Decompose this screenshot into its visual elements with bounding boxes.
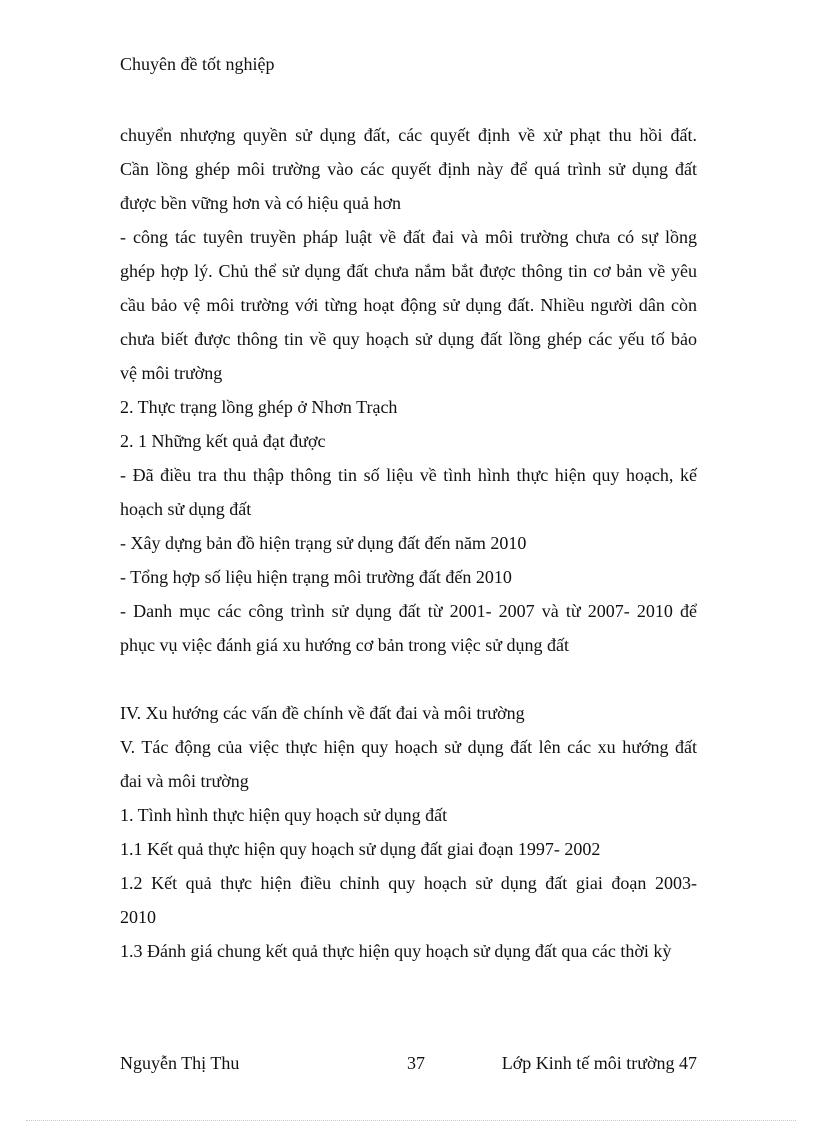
body-line: ghép hợp lý. Chủ thể sử dụng đất chưa nắm bắt được thông tin cơ bản về yêu (120, 261, 697, 281)
body-line: cầu bảo vệ môi trường với từng hoạt động sử dụng đất. Nhiều người dân còn (120, 295, 697, 315)
body-line: được bền vững hơn và có hiệu quả hơn (120, 193, 402, 213)
section-heading: V. Tác động của việc thực hiện quy hoạch sử dụng đất lên các xu hướng đất (120, 737, 697, 757)
body-text (120, 118, 697, 968)
subsection-heading: 1.3 Đánh giá chung kết quả thực hiện quy hoạch sử dụng đất qua các thời kỳ (120, 941, 672, 961)
body-line: - Danh mục các công trình sử dụng đất từ 2001- 2007 và từ 2007- 2010 để (120, 601, 697, 621)
page-bottom-rule (26, 1120, 796, 1121)
section-heading: đai và môi trường (120, 771, 249, 791)
blank-line (120, 662, 697, 696)
body-line: - Xây dựng bản đồ hiện trạng sử dụng đất đến năm 2010 (120, 533, 527, 553)
body-line: Cần lồng ghép môi trường vào các quyết định này để quá trình sử dụng đất (120, 159, 697, 179)
section-heading: 2. Thực trạng lồng ghép ở Nhơn Trạch (120, 397, 398, 417)
subsection-heading: 1.2 Kết quả thực hiện điều chỉnh quy hoạch sử dụng đất giai đoạn 2003- (120, 873, 697, 893)
body-line: chuyển nhượng quyền sử dụng đất, các quyết định về xử phạt thu hồi đất. (120, 125, 697, 145)
body-line: - Tổng hợp số liệu hiện trạng môi trường đất đến 2010 (120, 567, 512, 587)
body-line: phục vụ việc đánh giá xu hướng cơ bản trong việc sử dụng đất (120, 635, 569, 655)
section-heading: IV. Xu hướng các vấn đề chính về đất đai và môi trường (120, 703, 525, 723)
subsection-heading: 1. Tình hình thực hiện quy hoạch sử dụng đất (120, 805, 448, 825)
page-header: Chuyên đề tốt nghiệp (120, 54, 275, 74)
subsection-heading: 2010 (120, 907, 156, 927)
body-line: - công tác tuyên truyền pháp luật về đất đai và môi trường chưa có sự lồng (120, 227, 697, 247)
body-line: - Đã điều tra thu thập thông tin số liệu về tình hình thực hiện quy hoạch, kế (120, 465, 697, 485)
page-number: 37 (407, 1053, 425, 1073)
body-line: hoạch sử dụng đất (120, 499, 252, 519)
body-line: vệ môi trường (120, 363, 223, 383)
footer-class-name: Lớp Kinh tế môi trường 47 (501, 1053, 697, 1073)
page-footer (120, 1050, 697, 1076)
subsection-heading: 1.1 Kết quả thực hiện quy hoạch sử dụng đất giai đoạn 1997- 2002 (120, 839, 601, 859)
footer-author: Nguyễn Thị Thu (120, 1053, 240, 1073)
subsection-heading: 2. 1 Những kết quả đạt được (120, 431, 326, 451)
body-line: chưa biết được thông tin về quy hoạch sử dụng đất lồng ghép các yếu tố bảo (120, 329, 697, 349)
